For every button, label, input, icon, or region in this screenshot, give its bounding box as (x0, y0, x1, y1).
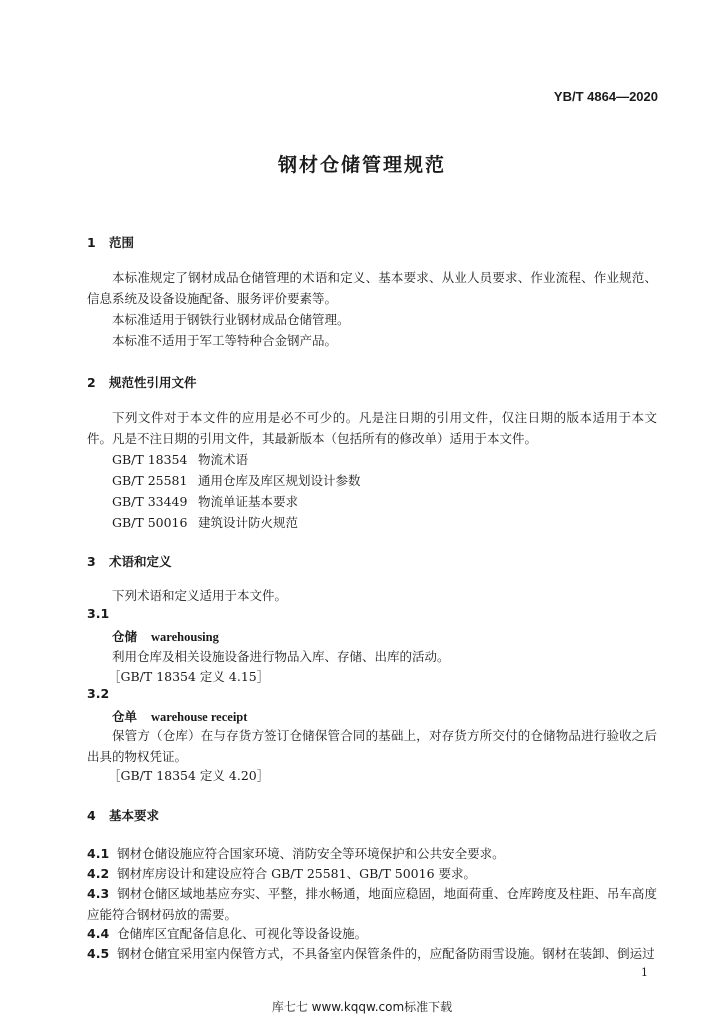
requirement-number: 4.5 (87, 946, 110, 961)
clause-number: 3.1 (87, 606, 110, 621)
requirement-number: 4.3 (87, 886, 110, 901)
paragraph: 下列文件对于本文件的应用是必不可少的。凡是注日期的引用文件，仅注日期的版本适用于本文件。凡是不注日期的引用文件，其最新版本（包括所有的修改单）适用于本文件。 (87, 410, 657, 446)
term-source: ［GB/T 18354 定义 4.15］ (108, 669, 270, 684)
ref-code: GB/T 33449 (112, 494, 188, 509)
paragraph: 本标准适用于钢铁行业钢材成品仓储管理。 (112, 312, 350, 327)
requirement-number: 4.1 (87, 846, 110, 861)
term-en: warehousing (151, 630, 219, 644)
reference-item (112, 491, 298, 512)
requirement-item (87, 843, 657, 864)
section-3-heading (87, 552, 172, 570)
term-cn: 仓单 (112, 709, 138, 724)
ref-title: 物流单证基本要求 (198, 494, 299, 509)
paragraph: 本标准规定了钢材成品仓储管理的术语和定义、基本要求、从业人员要求、作业流程、作业规范、信息系统及设备设施配备、服务评价要素等。 (87, 270, 657, 306)
ref-code: GB/T 25581 (112, 473, 188, 488)
section-1-heading (87, 233, 134, 251)
ref-title: 物流术语 (198, 452, 249, 467)
section-title: 规范性引用文件 (109, 375, 197, 390)
term-entry (112, 707, 247, 725)
section-number: 2 (87, 375, 96, 390)
paragraph: 本标准不适用于军工等特种合金钢产品。 (112, 333, 338, 348)
requirement-text: 仓储库区宜配备信息化、可视化等设备设施。 (117, 926, 368, 941)
term-entry (112, 627, 219, 645)
term-en: warehouse receipt (151, 710, 248, 724)
reference-item (112, 470, 361, 491)
section-number: 3 (87, 554, 96, 569)
term-source: ［GB/T 18354 定义 4.20］ (108, 768, 270, 783)
ref-title: 通用仓库及库区规划设计参数 (198, 473, 361, 488)
requirement-text: 钢材仓储设施应符合国家环境、消防安全等环境保护和公共安全要求。 (117, 846, 505, 861)
reference-item (112, 512, 298, 533)
section-number: 1 (87, 235, 96, 250)
section-2-heading (87, 373, 197, 391)
footer-watermark: 库七七 www.kqqw.com标准下载 (271, 1000, 453, 1014)
section-4-heading (87, 806, 159, 824)
requirement-text: 钢材库房设计和建设应符合 GB/T 25581、GB/T 50016 要求。 (117, 866, 477, 881)
term-definition: 利用仓库及相关设施设备进行物品入库、存储、出库的活动。 (112, 649, 450, 664)
ref-title: 建筑设计防火规范 (198, 515, 299, 530)
term-cn: 仓储 (112, 629, 138, 644)
requirement-item (87, 883, 657, 925)
requirement-text: 钢材仓储区域地基应夯实、平整，排水畅通，地面应稳固，地面荷重、仓库跨度及柱距、吊车高度应能符合钢材码放的需要。 (87, 886, 657, 922)
reference-item (112, 449, 248, 470)
requirement-item (87, 923, 657, 944)
ref-code: GB/T 50016 (112, 515, 188, 530)
term-definition: 保管方（仓库）在与存货方签订仓储保管合同的基础上，对存货方所交付的仓储物品进行验收之后出具的物权凭证。 (87, 728, 657, 764)
requirement-number: 4.2 (87, 866, 110, 881)
section-number: 4 (87, 808, 96, 823)
section-title: 范围 (109, 235, 135, 250)
section-title: 基本要求 (109, 808, 160, 823)
requirement-number: 4.4 (87, 926, 110, 941)
clause-number: 3.2 (87, 686, 110, 701)
requirement-text: 钢材仓储宜采用室内保管方式，不具备室内保管条件的，应配备防雨雪设施。钢材在装卸、倒运过 (117, 946, 655, 961)
document-title: 钢材仓储管理规范 (277, 154, 446, 176)
ref-code: GB/T 18354 (112, 452, 188, 467)
paragraph: 下列术语和定义适用于本文件。 (112, 588, 288, 603)
requirement-item (87, 943, 657, 964)
requirement-item (87, 863, 657, 884)
page-number: 1 (641, 966, 648, 979)
standard-number: YB/T 4864—2020 (553, 89, 658, 104)
section-title: 术语和定义 (109, 554, 172, 569)
